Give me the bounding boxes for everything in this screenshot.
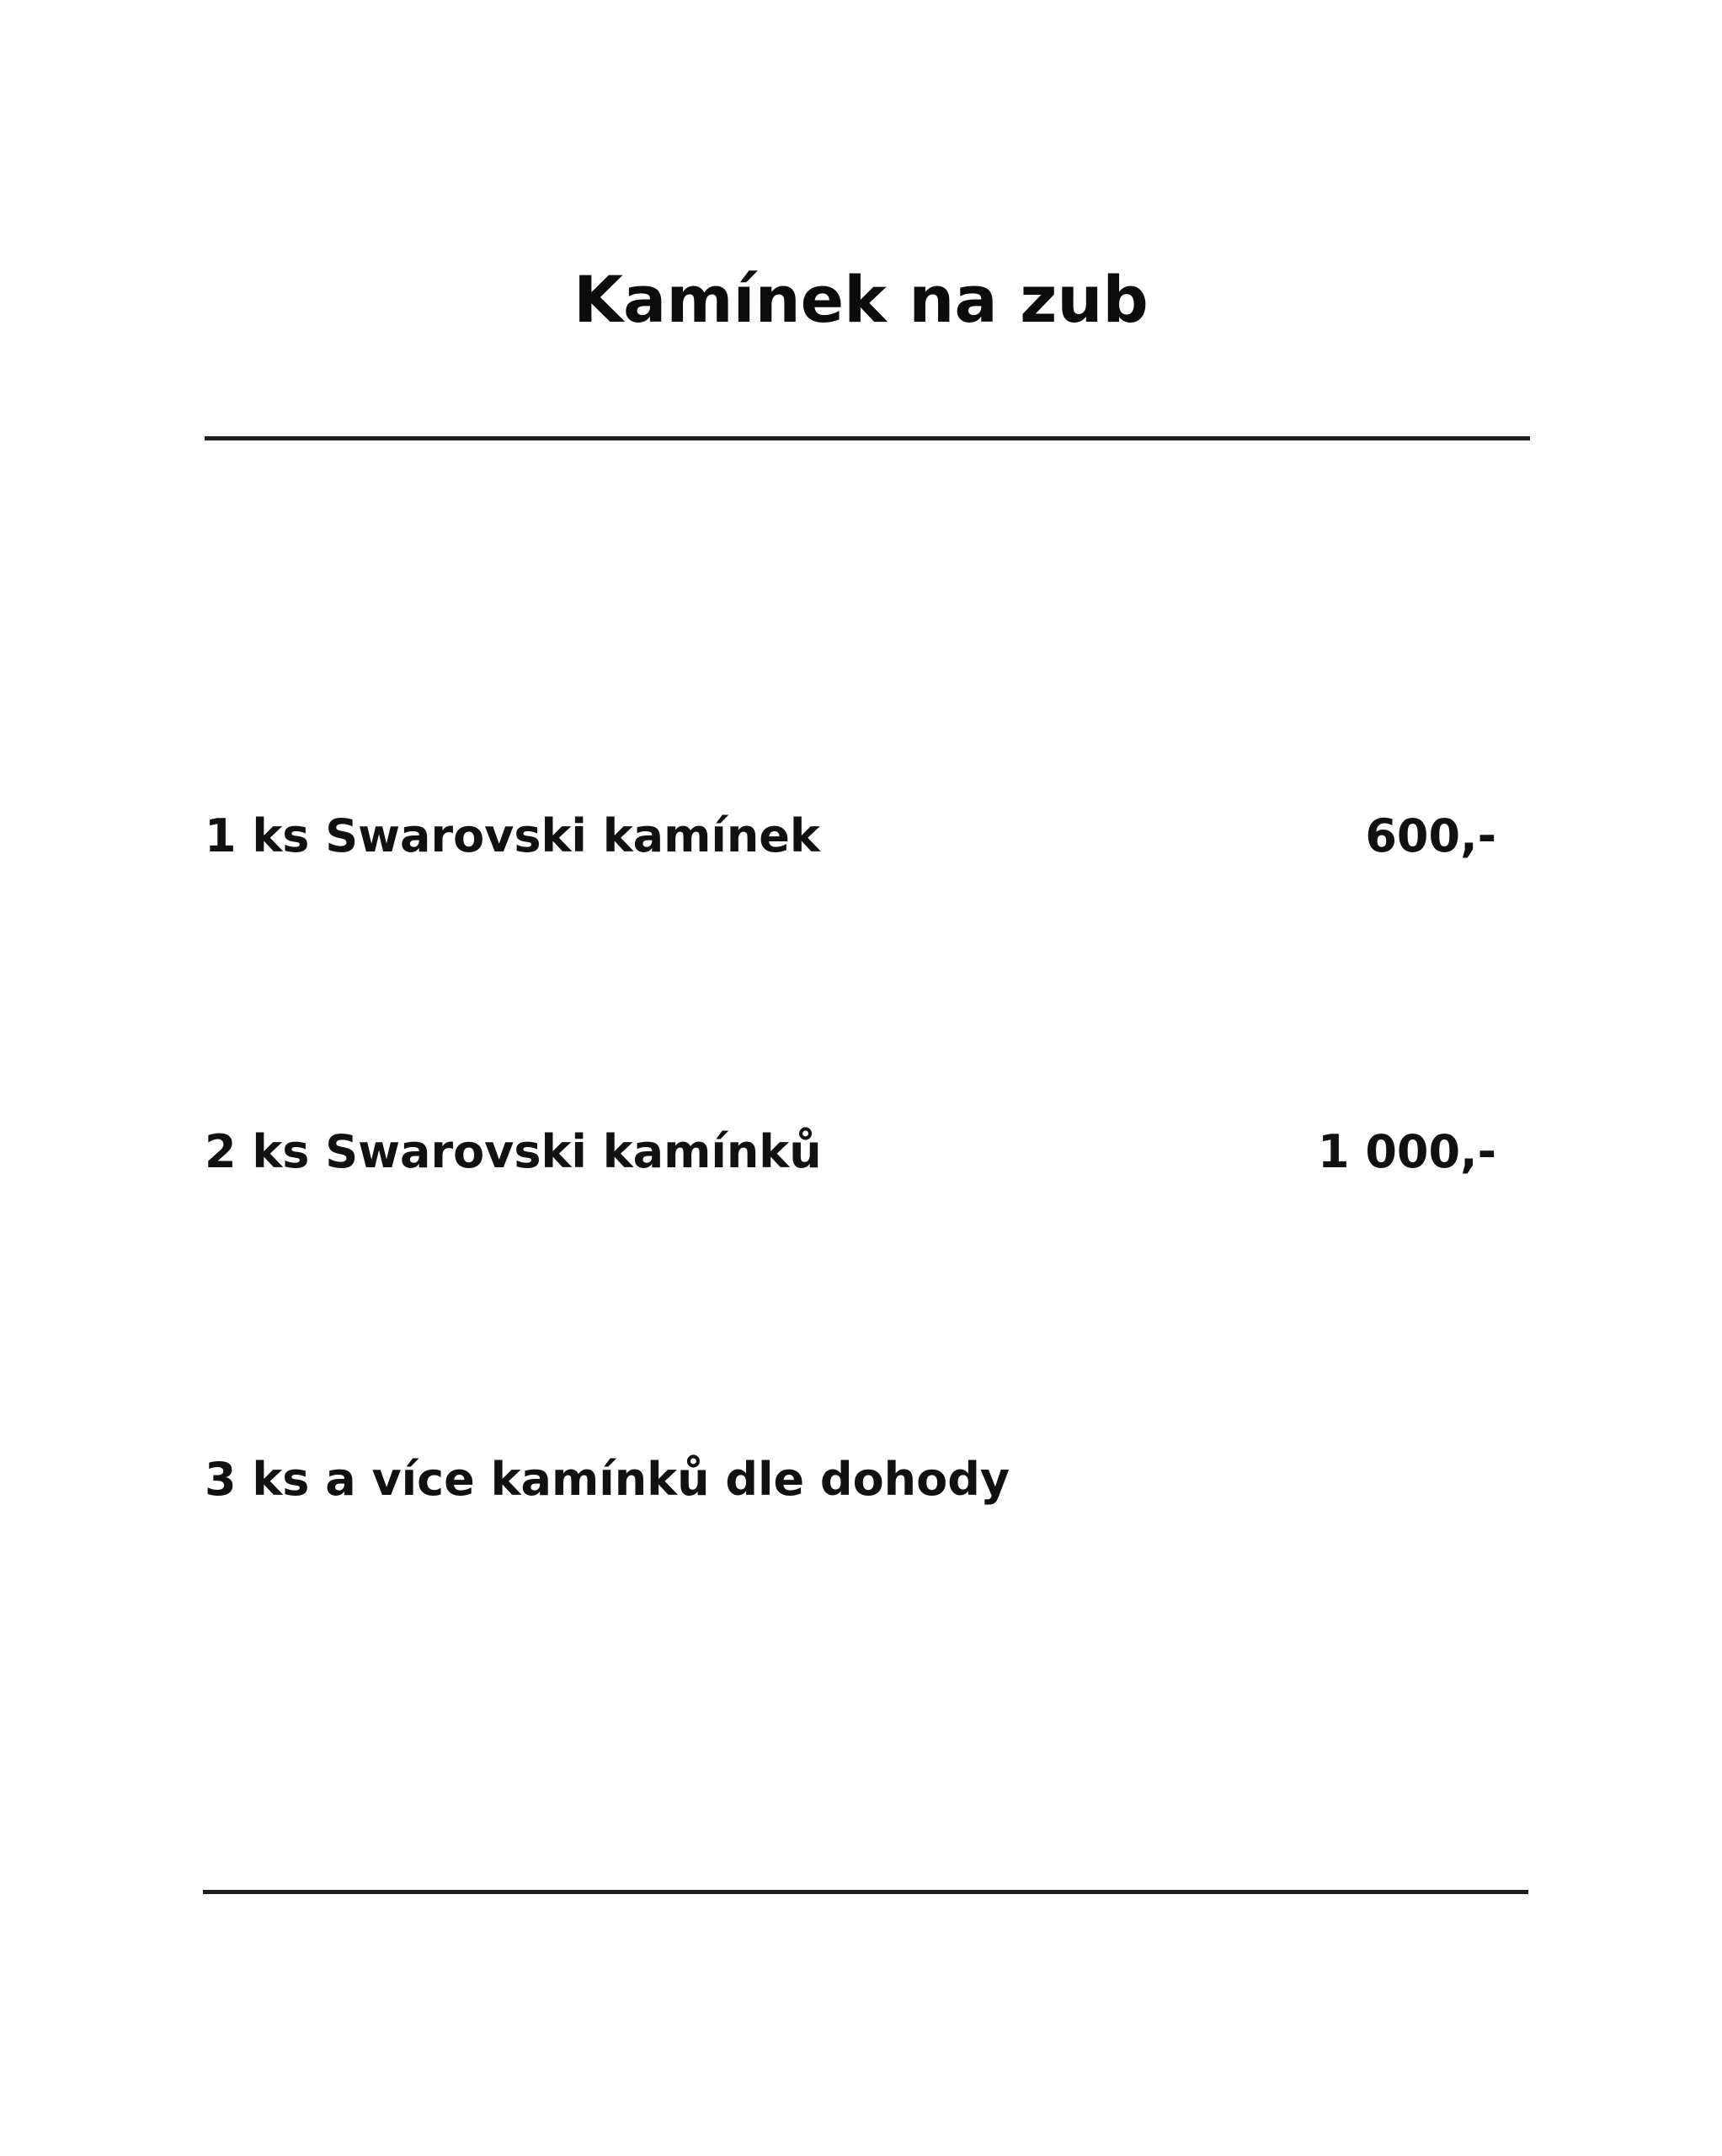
item-label: 3 ks a více kamínků dle dohody [205, 1453, 1010, 1506]
item-price: 600,- [1365, 809, 1496, 862]
bottom-divider [203, 1890, 1528, 1894]
top-divider [205, 436, 1530, 440]
item-price: 1 000,- [1317, 1125, 1496, 1178]
item-label: 1 ks Swarovski kamínek [205, 809, 820, 862]
item-label: 2 ks Swarovski kamínků [205, 1125, 822, 1178]
page-title: Kamínek na zub [573, 262, 1149, 337]
